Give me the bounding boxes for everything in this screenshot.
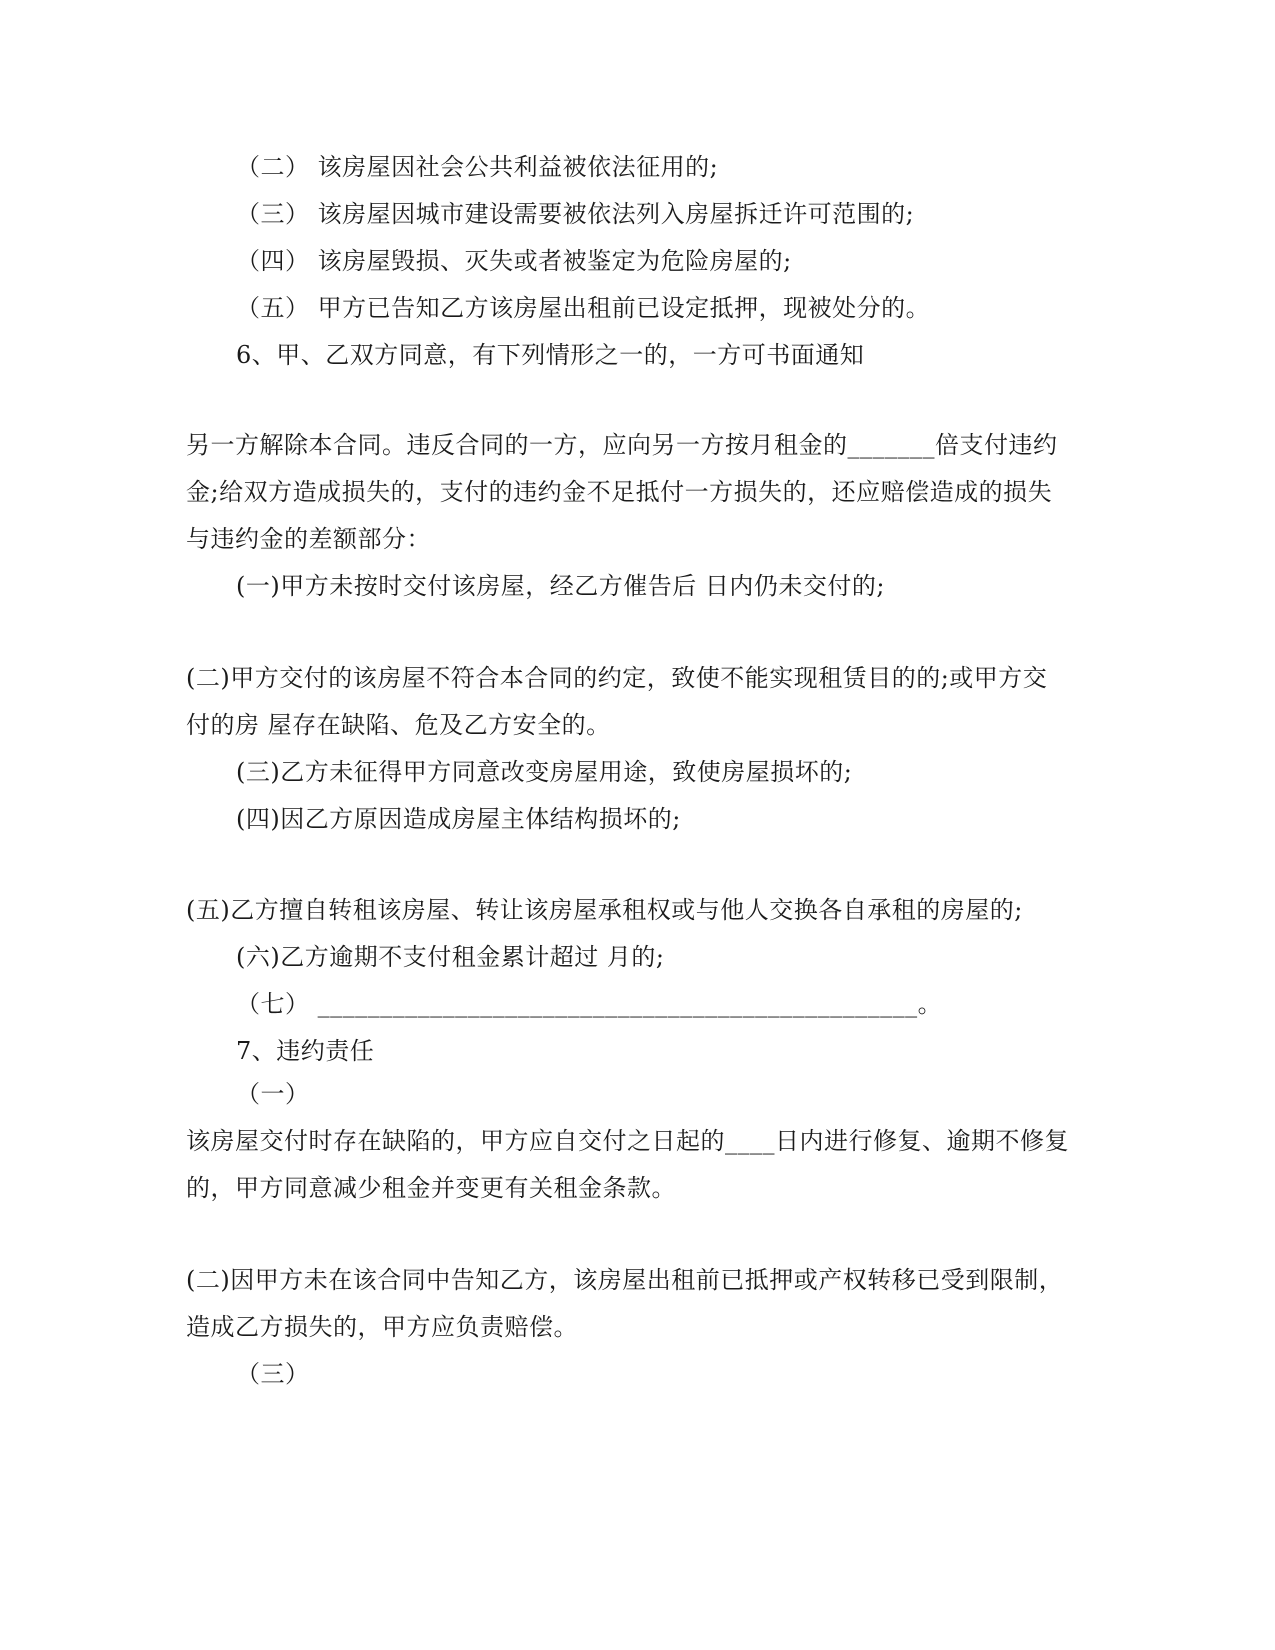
paragraph-line: 金;给双方造成损失的，支付的违约金不足抵付一方损失的，还应赔偿造成的损失	[186, 478, 1053, 506]
paragraph-line: 造成乙方损失的，甲方应负责赔偿。	[186, 1313, 578, 1341]
clause-line: (四)因乙方原因造成房屋主体结构损坏的;	[236, 805, 681, 833]
clause-line: （一）	[236, 1080, 310, 1108]
clause-line: （三） 该房屋因城市建设需要被依法列入房屋拆迁许可范围的;	[236, 200, 915, 228]
paragraph-line: 与违约金的差额部分：	[186, 525, 431, 553]
clause-line: （四） 该房屋毁损、灭失或者被鉴定为危险房屋的;	[236, 247, 792, 275]
clause-line: (一)甲方未按时交付该房屋，经乙方催告后 日内仍未交付的;	[236, 572, 885, 600]
paragraph-line: (二)甲方交付的该房屋不符合本合同的约定，致使不能实现租赁目的的;或甲方交	[186, 664, 1048, 692]
paragraph-line: (二)因甲方未在该合同中告知乙方，该房屋出租前已抵押或产权转移已受到限制，	[186, 1266, 1064, 1294]
paragraph-line: 该房屋交付时存在缺陷的，甲方应自交付之日起的____日内进行修复、逾期不修复	[186, 1127, 1069, 1155]
paragraph-line: (五)乙方擅自转租该房屋、转让该房屋承租权或与他人交换各自承租的房屋的;	[186, 896, 1023, 924]
clause-line: （二） 该房屋因社会公共利益被依法征用的;	[236, 153, 719, 181]
clause-line: (三)乙方未征得甲方同意改变房屋用途，致使房屋损坏的;	[236, 758, 853, 786]
section-heading: 7、违约责任	[236, 1037, 375, 1065]
clause-line: (六)乙方逾期不支付租金累计超过 月的;	[236, 943, 665, 971]
clause-line: （七） ________________________________________________。	[236, 990, 943, 1018]
clause-line: （三）	[236, 1360, 310, 1388]
section-heading: 6、甲、乙双方同意，有下列情形之一的，一方可书面通知	[236, 341, 865, 369]
paragraph-line: 付的房 屋存在缺陷、危及乙方安全的。	[186, 711, 611, 739]
clause-line: （五） 甲方已告知乙方该房屋出租前已设定抵押，现被处分的。	[236, 294, 931, 322]
paragraph-line: 另一方解除本合同。违反合同的一方，应向另一方按月租金的_______倍支付违约	[186, 431, 1058, 459]
paragraph-line: 的，甲方同意减少租金并变更有关租金条款。	[186, 1174, 676, 1202]
